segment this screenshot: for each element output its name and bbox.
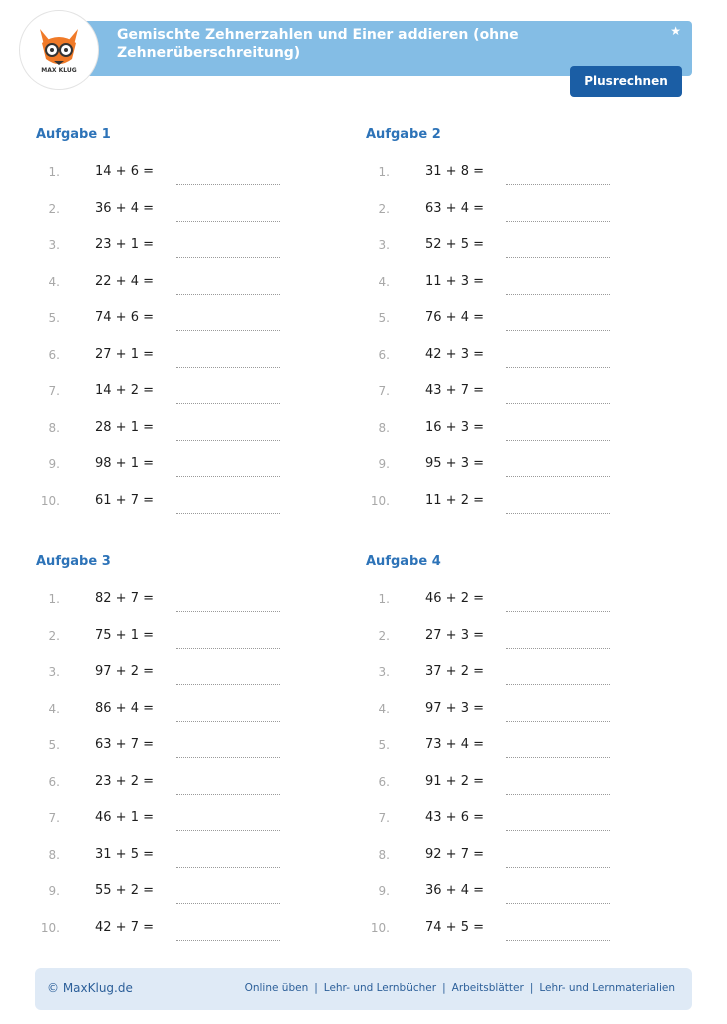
task-expression: 11 + 2 = [425, 492, 484, 508]
task-expression: 61 + 7 = [95, 492, 154, 508]
task-row [36, 665, 296, 701]
task-number: 2. [378, 628, 390, 643]
task-number: 2. [48, 201, 60, 216]
task-expression: 46 + 2 = [425, 591, 484, 606]
task-expression: 28 + 1 = [95, 419, 154, 435]
star-icon: ★ [670, 24, 681, 38]
task-row [366, 775, 626, 811]
logo[interactable] [19, 10, 99, 90]
task-number: 10. [40, 493, 60, 508]
task-number: 3. [48, 238, 60, 252]
task-row [36, 238, 296, 274]
task-row [36, 348, 296, 384]
task-number: 10. [40, 920, 60, 935]
task-expression: 31 + 8 = [425, 164, 484, 179]
task-number: 5. [378, 311, 390, 325]
task-row [366, 921, 626, 957]
task-expression: 23 + 2 = [95, 773, 154, 789]
task-number: 6. [48, 774, 60, 789]
task-row [36, 275, 296, 311]
task-expression: 16 + 3 = [425, 419, 484, 435]
task-expression: 92 + 7 = [425, 846, 484, 862]
task-expression: 36 + 4 = [425, 883, 484, 898]
answer-line[interactable] [176, 940, 280, 941]
task-number: 4. [378, 274, 390, 289]
answer-line[interactable] [506, 757, 610, 758]
answer-line[interactable] [176, 903, 280, 904]
answer-line[interactable] [506, 403, 610, 404]
section-title: Aufgabe 4 [366, 554, 441, 569]
answer-line[interactable] [176, 648, 280, 649]
task-row [36, 702, 296, 738]
task-expression: 73 + 4 = [425, 737, 484, 752]
answer-line[interactable] [506, 940, 610, 941]
task-expression: 74 + 6 = [95, 310, 154, 325]
answer-line[interactable] [176, 721, 280, 722]
task-row [366, 238, 626, 274]
task-row [36, 811, 296, 847]
task-row [366, 275, 626, 311]
task-row [36, 457, 296, 493]
task-number: 9. [378, 884, 390, 898]
footer-separator: | [442, 982, 446, 994]
answer-line[interactable] [176, 611, 280, 612]
answer-line[interactable] [176, 684, 280, 685]
answer-line[interactable] [506, 794, 610, 795]
answer-line[interactable] [176, 330, 280, 331]
footer-link-lehr-lernbuecher[interactable]: Lehr- und Lernbücher [323, 982, 437, 994]
answer-line[interactable] [506, 257, 610, 258]
task-number: 7. [378, 384, 390, 398]
task-number: 3. [48, 665, 60, 679]
answer-line[interactable] [506, 648, 610, 649]
task-expression: 43 + 7 = [425, 383, 484, 398]
task-number: 8. [378, 420, 390, 435]
task-number: 3. [378, 238, 390, 252]
task-row [366, 848, 626, 884]
answer-line[interactable] [176, 440, 280, 441]
task-expression: 23 + 1 = [95, 237, 154, 252]
answer-line[interactable] [176, 830, 280, 831]
task-expression: 76 + 4 = [425, 310, 484, 325]
answer-line[interactable] [176, 757, 280, 758]
task-row [366, 384, 626, 420]
task-row [366, 202, 626, 238]
footer-link-arbeitsblaetter[interactable]: Arbeitsblätter [451, 982, 524, 994]
task-row [366, 348, 626, 384]
answer-line[interactable] [506, 903, 610, 904]
answer-line[interactable] [176, 294, 280, 295]
answer-line[interactable] [506, 830, 610, 831]
footer-link-online-ueben[interactable]: Online üben [244, 982, 309, 994]
task-expression: 11 + 3 = [425, 273, 484, 289]
task-number: 5. [378, 738, 390, 752]
task-expression: 37 + 2 = [425, 664, 484, 679]
task-number: 8. [48, 847, 60, 862]
category-badge[interactable]: Plusrechnen [570, 66, 682, 97]
task-number: 8. [378, 847, 390, 862]
answer-line[interactable] [176, 867, 280, 868]
footer-link-lehr-lernmaterialien[interactable]: Lehr- und Lernmaterialien [539, 982, 675, 994]
footer-links [245, 982, 675, 994]
task-row [36, 202, 296, 238]
task-expression: 55 + 2 = [95, 883, 154, 898]
task-row [36, 592, 296, 628]
task-number: 10. [370, 920, 390, 935]
section-title: Aufgabe 3 [36, 554, 111, 569]
task-number: 7. [378, 811, 390, 825]
task-number: 9. [378, 457, 390, 471]
answer-line[interactable] [506, 476, 610, 477]
footer-copyright[interactable]: © MaxKlug.de [47, 981, 133, 995]
task-row [366, 311, 626, 347]
task-row [36, 738, 296, 774]
task-row [36, 629, 296, 665]
task-number: 6. [378, 347, 390, 362]
footer [35, 968, 692, 1010]
task-expression: 22 + 4 = [95, 273, 154, 289]
answer-line[interactable] [176, 476, 280, 477]
answer-line[interactable] [176, 257, 280, 258]
task-expression: 63 + 7 = [95, 737, 154, 752]
task-row [36, 384, 296, 420]
task-expression: 82 + 7 = [95, 591, 154, 606]
task-expression: 98 + 1 = [95, 456, 154, 471]
answer-line[interactable] [176, 367, 280, 368]
answer-line[interactable] [176, 184, 280, 185]
task-expression: 27 + 3 = [425, 627, 484, 643]
task-number: 1. [378, 592, 390, 606]
footer-separator: | [314, 982, 318, 994]
task-row [36, 421, 296, 457]
task-number: 1. [48, 592, 60, 606]
task-expression: 14 + 6 = [95, 164, 154, 179]
task-expression: 36 + 4 = [95, 200, 154, 216]
task-expression: 97 + 3 = [425, 700, 484, 716]
task-expression: 14 + 2 = [95, 383, 154, 398]
task-row [366, 702, 626, 738]
task-row [366, 421, 626, 457]
answer-line[interactable] [176, 513, 280, 514]
answer-line[interactable] [506, 513, 610, 514]
task-number: 8. [48, 420, 60, 435]
task-row [36, 165, 296, 201]
task-number: 4. [378, 701, 390, 716]
task-number: 7. [48, 811, 60, 825]
answer-line[interactable] [506, 611, 610, 612]
answer-line[interactable] [176, 221, 280, 222]
task-row [36, 311, 296, 347]
task-expression: 74 + 5 = [425, 919, 484, 935]
task-number: 5. [48, 738, 60, 752]
answer-line[interactable] [506, 440, 610, 441]
fox-logo-icon [20, 11, 98, 89]
answer-line[interactable] [506, 367, 610, 368]
task-expression: 31 + 5 = [95, 846, 154, 862]
task-row [36, 921, 296, 957]
task-row [366, 811, 626, 847]
task-row [36, 494, 296, 530]
task-expression: 52 + 5 = [425, 237, 484, 252]
task-number: 10. [370, 493, 390, 508]
logo-text: MAX KLUG [41, 67, 77, 74]
task-row [366, 884, 626, 920]
answer-line[interactable] [506, 221, 610, 222]
task-row [366, 165, 626, 201]
task-expression: 43 + 6 = [425, 810, 484, 825]
task-row [366, 592, 626, 628]
task-expression: 63 + 4 = [425, 200, 484, 216]
task-row [36, 848, 296, 884]
section-title: Aufgabe 2 [366, 127, 441, 142]
task-number: 4. [48, 701, 60, 716]
task-number: 1. [48, 165, 60, 179]
task-number: 4. [48, 274, 60, 289]
task-row [36, 775, 296, 811]
task-row [366, 494, 626, 530]
answer-line[interactable] [506, 184, 610, 185]
answer-line[interactable] [176, 794, 280, 795]
answer-line[interactable] [506, 294, 610, 295]
task-expression: 86 + 4 = [95, 700, 154, 716]
task-row [366, 665, 626, 701]
task-number: 3. [378, 665, 390, 679]
task-number: 6. [378, 774, 390, 789]
section-title: Aufgabe 1 [36, 127, 111, 142]
answer-line[interactable] [506, 867, 610, 868]
task-number: 2. [378, 201, 390, 216]
answer-line[interactable] [506, 721, 610, 722]
task-expression: 42 + 3 = [425, 346, 484, 362]
page-title: Gemischte Zehnerzahlen und Einer addieren (ohne Zehnerüberschreitung) [117, 27, 519, 61]
task-row [36, 884, 296, 920]
answer-line[interactable] [506, 330, 610, 331]
footer-separator: | [529, 982, 534, 994]
task-row [366, 629, 626, 665]
task-number: 7. [48, 384, 60, 398]
task-number: 1. [378, 165, 390, 179]
task-expression: 27 + 1 = [95, 346, 154, 362]
task-expression: 97 + 2 = [95, 664, 154, 679]
task-expression: 75 + 1 = [95, 627, 154, 643]
task-number: 9. [48, 457, 60, 471]
task-expression: 91 + 2 = [425, 773, 484, 789]
task-expression: 46 + 1 = [95, 810, 154, 825]
task-expression: 95 + 3 = [425, 456, 484, 471]
task-row [366, 457, 626, 493]
answer-line[interactable] [506, 684, 610, 685]
answer-line[interactable] [176, 403, 280, 404]
task-number: 5. [48, 311, 60, 325]
task-number: 6. [48, 347, 60, 362]
task-number: 9. [48, 884, 60, 898]
task-row [366, 738, 626, 774]
task-expression: 42 + 7 = [95, 919, 154, 935]
task-number: 2. [48, 628, 60, 643]
